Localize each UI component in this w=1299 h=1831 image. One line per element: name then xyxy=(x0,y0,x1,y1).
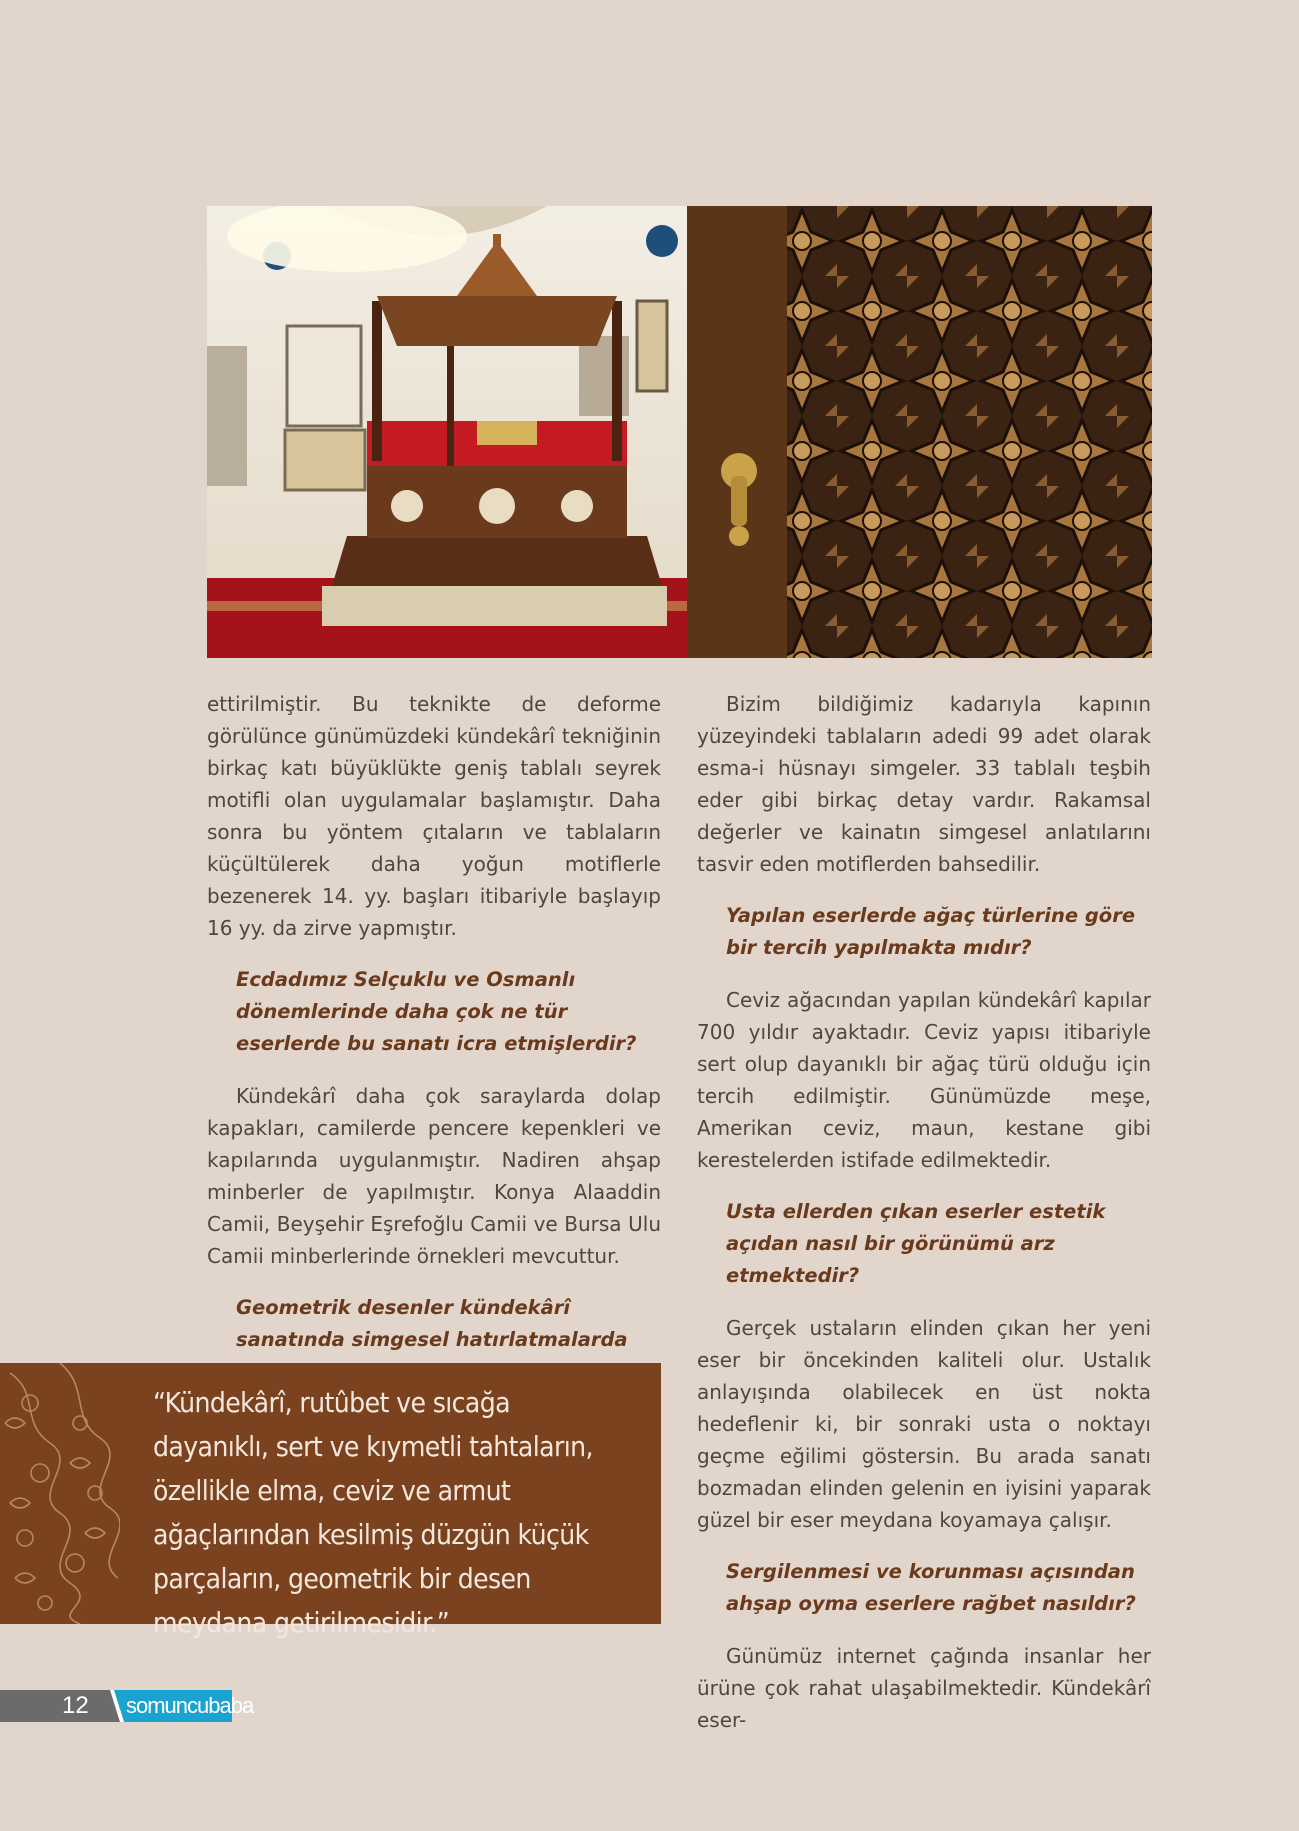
footer-bar xyxy=(0,1690,120,1722)
left-paragraph-1: ettirilmiştir. Bu teknikte de deforme görülünce günümüzdeki kündekârî tekniğinin birkaç katı büyüklükte geniş tablalı seyrek motifli olan uygulamalar başlamıştır. Daha sonra bu yöntem çıtaların ve tablaların küçültülerek daha yoğun motiflerle bezenerek 14. yy. başları itibariyle başlayıp 16 yy. da zirve yapmıştır. xyxy=(207,692,661,940)
right-paragraph-1: Bizim bildiğimiz kadarıyla kapının yüzeyindeki tablaların adedi 99 adet olarak esma-i hüsnayı simgeler. 33 tablalı teşbih eder gibi birkaç detay vardır. Rakamsal değerler ve kainatın simgesel anlatılarını tasvir eden motiflerden bahsedilir. xyxy=(697,692,1151,876)
page-number: 12 xyxy=(62,1692,89,1719)
right-question-2: Usta ellerden çıkan eserler estetik açıdan nasıl bir görünümü arz etmektedir? xyxy=(726,1200,1106,1287)
left-paragraph-2: Kündekârî daha çok saraylarda dolap kapakları, camilerde pencere kepenkleri ve kapılarında uygulanmıştır. Nadiren ahşap minberler de yapılmıştır. Konya Alaaddin Camii, Beyşehir Eşrefoğlu Camii ve Bursa Ulu Camii minberlerinde örnekleri mevcuttur. xyxy=(207,1084,661,1268)
left-text-column xyxy=(207,688,661,1408)
brand-logo-text: somuncubaba xyxy=(126,1693,254,1718)
pull-quote-box xyxy=(0,1363,661,1639)
floral-pattern-decoration xyxy=(0,1363,120,1624)
right-paragraph-4: Günümüz internet çağında insanlar her ürüne çok rahat ulaşabilmektedir. Kündekârî eser- xyxy=(697,1644,1151,1732)
right-paragraph-2: Ceviz ağacından yapılan kündekârî kapılar 700 yıldır ayaktadır. Ceviz yapısı itibariyle sert olup dayanıklı bir ağaç türü olduğu için tercih edilmiştir. Günümüzde meşe, Amerikan ceviz, maun, kestane gibi kerestelerden istifade edilmektedir. xyxy=(697,988,1151,1172)
pull-quote-text: “Kündekârî, rutûbet ve sıcağa dayanıklı, sert ve kıymetli tahtaların, özellikle elma, ceviz ve armut ağaçlarından kesilmiş düzgün küçük parçaların, geometrik bir desen meydana getirilmesidir.” xyxy=(153,1386,593,1639)
feature-photo xyxy=(207,206,1152,658)
right-text-column xyxy=(697,688,1151,1756)
right-question-1: Yapılan eserlerde ağaç türlerine göre bir tercih yapılmakta mıdır? xyxy=(726,904,1136,959)
right-question-3: Sergilenmesi ve korunması açısından ahşap oyma eserlere rağbet nasıldır? xyxy=(726,1560,1136,1615)
left-question-1: Ecdadımız Selçuklu ve Osmanlı dönemlerinde daha çok ne tür eserlerde bu sanatı icra etmişlerdir? xyxy=(236,968,637,1055)
right-paragraph-3: Gerçek ustaların elinden çıkan her yeni eser bir öncekinden kaliteli olur. Ustalık anlayışında olabilecek en üst nokta hedeflenir ki, bir sonraki usta o noktayı geçme eğilimi göstersin. Bu arada sanatı bozmadan elinden gelenin en iyisini yaparak güzel bir eser meydana koyamaya çalışır. xyxy=(697,1316,1151,1532)
left-question-2: Geometrik desenler kündekârî sanatında simgesel hatırlatmalarda xyxy=(236,1296,628,1351)
